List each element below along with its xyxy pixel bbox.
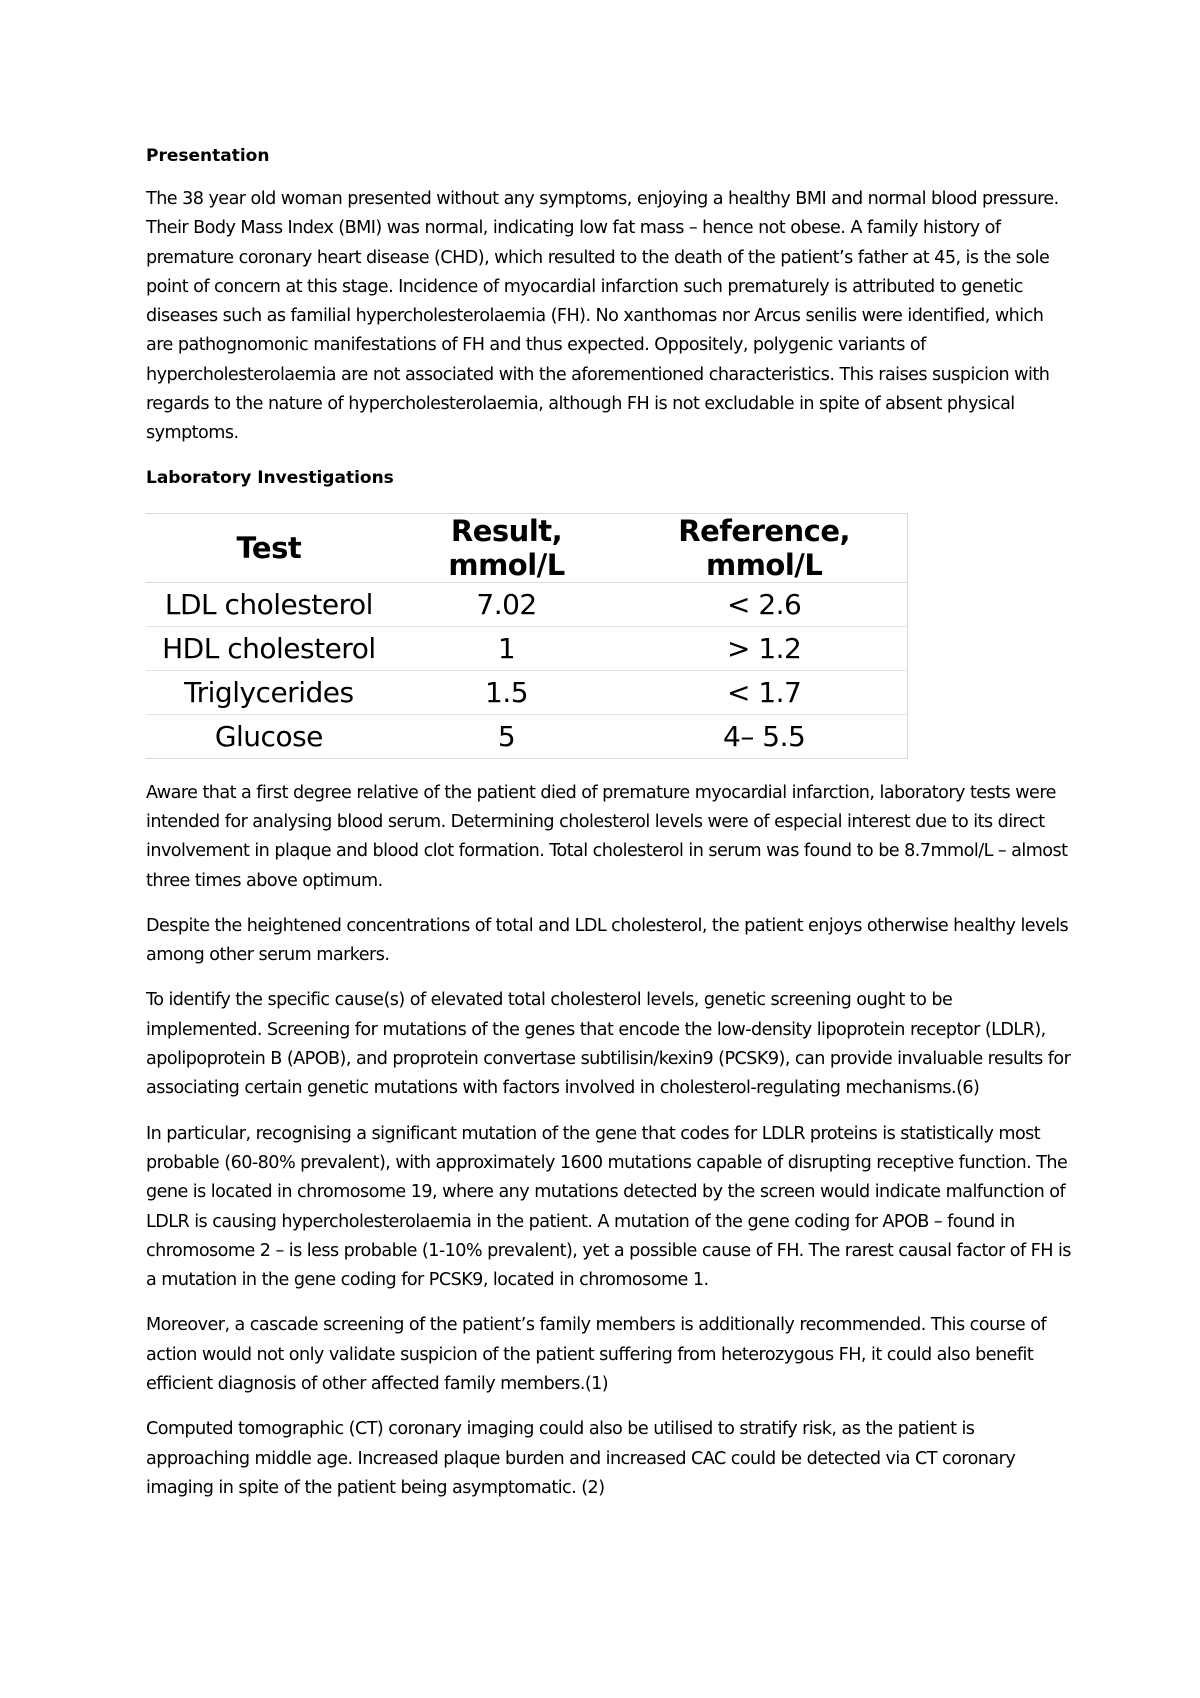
cell-test: Glucose: [146, 714, 392, 758]
cell-result: 5: [392, 714, 622, 758]
body-paragraph: Moreover, a cascade screening of the patient’s family members is additionally recommended. This course of action would not only validate suspicion of the patient suffering from heterozygous FH, it could also benefit efficient diagnosis of other affected family members.(1): [146, 1315, 1047, 1395]
cell-test: LDL cholesterol: [146, 582, 392, 626]
cell-reference: < 2.6: [621, 582, 907, 626]
header-test: Test: [146, 513, 392, 582]
table-header-row: [146, 513, 908, 582]
cell-reference: > 1.2: [621, 626, 907, 670]
cell-reference: < 1.7: [621, 670, 907, 714]
table-row: [146, 670, 908, 714]
body-paragraph: Aware that a first degree relative of the patient died of premature myocardial infarction, laboratory tests were intended for analysing blood serum. Determining cholesterol levels were of especial interest due to its direct involvement in plaque and blood clot formation. Total cholesterol in serum was found to be 8.7mmol/L – almost three times above optimum.: [146, 782, 1068, 891]
cell-result: 1.5: [392, 670, 622, 714]
body-paragraph: To identify the specific cause(s) of elevated total cholesterol levels, genetic screening ought to be implemented. Screening for mutations of the genes that encode the low-density lipoprotein receptor (LDLR), apolipoprotein B (APOB), and proprotein convertase subtilisin/kexin9 (PCSK9), can provide invaluable results for associating certain genetic mutations with factors involved in cholesterol-regulating mechanisms.(6): [146, 990, 1071, 1099]
presentation-heading: Presentation: [146, 146, 270, 166]
lab-results-table: [146, 513, 908, 759]
body-paragraph: Despite the heightened concentrations of total and LDL cholesterol, the patient enjoys otherwise healthy levels among other serum markers.: [146, 915, 1069, 966]
table-row: [146, 714, 908, 758]
cell-test: HDL cholesterol: [146, 626, 392, 670]
laboratory-investigations-heading: Laboratory Investigations: [146, 467, 394, 488]
presentation-paragraph: The 38 year old woman presented without any symptoms, enjoying a healthy BMI and normal blood pressure. Their Body Mass Index (BMI) was normal, indicating low fat mass – hence not obese. A family history of premature coronary heart disease (CHD), which resulted to the death of the patient’s father at 45, is the sole point of concern at this stage. Incidence of myocardial infarction such prematurely is attributed to genetic diseases such as familial hypercholesterolaemia (FH). No xanthomas nor Arcus senilis were identified, which are pathognomonic manifestations of FH and thus expected. Oppositely, polygenic variants of hypercholesterolaemia are not associated with the aforementioned characteristics. This raises suspicion with regards to the nature of hypercholesterolaemia, although FH is not excludable in spite of absent physical symptoms.: [146, 189, 1059, 444]
table-row: [146, 626, 908, 670]
cell-test: Triglycerides: [146, 670, 392, 714]
body-paragraph: Computed tomographic (CT) coronary imaging could also be utilised to stratify risk, as the patient is approaching middle age. Increased plaque burden and increased CAC could be detected via CT coronary imaging in spite of the patient being asymptomatic. (2): [146, 1419, 1016, 1498]
table-row: [146, 582, 908, 626]
document-page: [146, 143, 1072, 1519]
body-paragraph: In particular, recognising a significant mutation of the gene that codes for LDLR proteins is statistically most probable (60-80% prevalent), with approximately 1600 mutations capable of disrupting receptive function. The gene is located in chromosome 19, where any mutations detected by the screen would indicate malfunction of LDLR is causing hypercholesterolaemia in the patient. A mutation of the gene coding for APOB – found in chromosome 2 – is less probable (1-10% prevalent), yet a possible cause of FH. The rarest causal factor of FH is a mutation in the gene coding for PCSK9, located in chromosome 1.: [146, 1123, 1071, 1291]
cell-result: 7.02: [392, 582, 622, 626]
cell-reference: 4– 5.5: [621, 714, 907, 758]
header-reference: Reference, mmol/L: [621, 513, 907, 582]
cell-result: 1: [392, 626, 622, 670]
header-result: Result, mmol/L: [392, 513, 622, 582]
